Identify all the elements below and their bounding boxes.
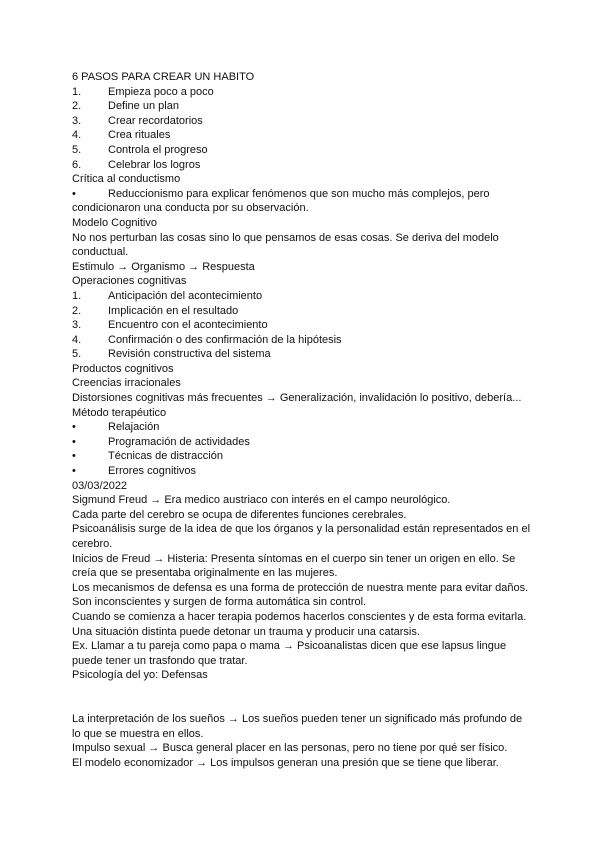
list-item-text: Crea rituales xyxy=(108,129,171,142)
list-item-text: Controla el progreso xyxy=(108,143,208,156)
list-marker: 1. xyxy=(72,85,82,98)
list-item xyxy=(72,435,532,450)
list-item xyxy=(72,143,532,158)
document-page xyxy=(72,70,532,770)
list-item-text: Crear recordatorios xyxy=(108,114,203,127)
operaciones-list xyxy=(72,289,532,362)
list-marker: 5. xyxy=(72,143,82,156)
list-marker: 3. xyxy=(72,114,82,127)
list-item xyxy=(72,187,532,202)
creencias-heading: Creencias irracionales xyxy=(72,377,181,390)
list-item xyxy=(72,347,532,362)
bullet-marker: • xyxy=(72,421,76,434)
list-item xyxy=(72,99,532,114)
paragraph: Los mecanismos de defensa es una forma de protección de nuestra mente para evitar daños. Son inconscientes y surgen de forma automática sin control. xyxy=(72,581,529,609)
bullet-marker: • xyxy=(72,187,76,200)
estimulo-text: Estimulo → Organismo → Respuesta xyxy=(72,260,255,273)
list-marker: 2. xyxy=(72,304,82,317)
list-item xyxy=(72,114,532,129)
list-marker: 1. xyxy=(72,289,82,302)
list-item-text: Técnicas de distracción xyxy=(108,450,223,463)
paragraph: Sigmund Freud → Era medico austriaco con interés en el campo neurológico. xyxy=(72,494,451,507)
list-item xyxy=(72,449,532,464)
bullet-marker: • xyxy=(72,465,76,478)
list-item xyxy=(72,85,532,100)
bullet-marker: • xyxy=(72,450,76,463)
list-marker: 2. xyxy=(72,100,82,113)
list-item-text: Confirmación o des confirmación de la hipótesis xyxy=(108,333,342,346)
paragraph: Inicios de Freud → Histeria: Presenta síntomas en el cuerpo sin tener un origen en ello. Se creía que se presentaba originalmente en las mujeres. xyxy=(72,552,516,580)
list-item-text: Implicación en el resultado xyxy=(108,304,239,317)
list-item xyxy=(72,128,532,143)
list-item-text: Encuentro con el acontecimiento xyxy=(108,319,268,332)
list-marker: 5. xyxy=(72,348,82,361)
list-item xyxy=(72,304,532,319)
critica-continuation: condicionaron una conducta por su observación. xyxy=(72,202,309,215)
date: 03/03/2022 xyxy=(72,479,128,492)
bullet-marker: • xyxy=(72,435,76,448)
productos-heading: Productos cognitivos xyxy=(72,362,174,375)
list-marker: 6. xyxy=(72,158,82,171)
operaciones-heading: Operaciones cognitivas xyxy=(72,275,187,288)
list-marker: 4. xyxy=(72,333,82,346)
paragraph: Psicología del yo: Defensas xyxy=(72,669,208,682)
metodo-list xyxy=(72,420,532,478)
paragraph: Cada parte del cerebro se ocupa de diferentes funciones cerebrales. xyxy=(72,508,407,521)
list-item-text: Relajación xyxy=(108,421,160,434)
paragraph: Psicoanálisis surge de la idea de que los órganos y la personalidad están representados en el cerebro. xyxy=(72,523,531,550)
list-marker: 4. xyxy=(72,129,82,142)
modelo-heading: Modelo Cognitivo xyxy=(72,216,157,229)
paragraph: La interpretación de los sueños → Los sueños pueden tener un significado más profundo de lo que se muestra en ellos. xyxy=(72,712,523,740)
list-item-text: Errores cognitivos xyxy=(108,465,197,478)
list-item-text: Empieza poco a poco xyxy=(108,85,214,98)
list-item xyxy=(72,333,532,348)
habit-steps-list xyxy=(72,85,532,173)
blank-space xyxy=(72,683,532,712)
list-item xyxy=(72,420,532,435)
paragraph: Impulso sexual → Busca general placer en las personas, pero no tiene por qué ser físico. xyxy=(72,742,508,755)
list-item-text: Reduccionismo para explicar fenómenos que son mucho más complejos, pero xyxy=(108,187,490,200)
document-title: 6 PASOS PARA CREAR UN HABITO xyxy=(72,71,255,83)
list-item-text: Celebrar los logros xyxy=(108,158,201,171)
list-item xyxy=(72,289,532,304)
list-item-text: Define un plan xyxy=(108,100,179,113)
critica-heading: Crítica al conductismo xyxy=(72,173,181,186)
list-item-text: Revisión constructiva del sistema xyxy=(108,348,271,361)
list-item xyxy=(72,318,532,333)
list-item xyxy=(72,158,532,173)
paragraph: Cuando se comienza a hacer terapia podemos hacerlos conscientes y de esta forma evitarla. Una situación distinta puede detonar un trauma y producir una catarsis. xyxy=(72,610,527,638)
list-item xyxy=(72,464,532,479)
list-item-text: Programación de actividades xyxy=(108,435,250,448)
paragraph: Ex. Llamar a tu pareja como papa o mama → Psicoanalistas dicen que ese lapsus lingue puede tener un trasfondo que tratar. xyxy=(72,640,507,667)
metodo-heading: Método terapéutico xyxy=(72,406,167,419)
distorsiones-text: Distorsiones cognitivas más frecuentes → Generalización, invalidación lo positivo, debería... xyxy=(72,392,522,405)
list-item-text: Anticipación del acontecimiento xyxy=(108,289,263,302)
modelo-text: No nos perturban las cosas sino lo que pensamos de esas cosas. Se deriva del modelo conductual. xyxy=(72,231,499,259)
paragraph: El modelo economizador → Los impulsos generan una presión que se tiene que liberar. xyxy=(72,756,499,769)
list-marker: 3. xyxy=(72,319,82,332)
